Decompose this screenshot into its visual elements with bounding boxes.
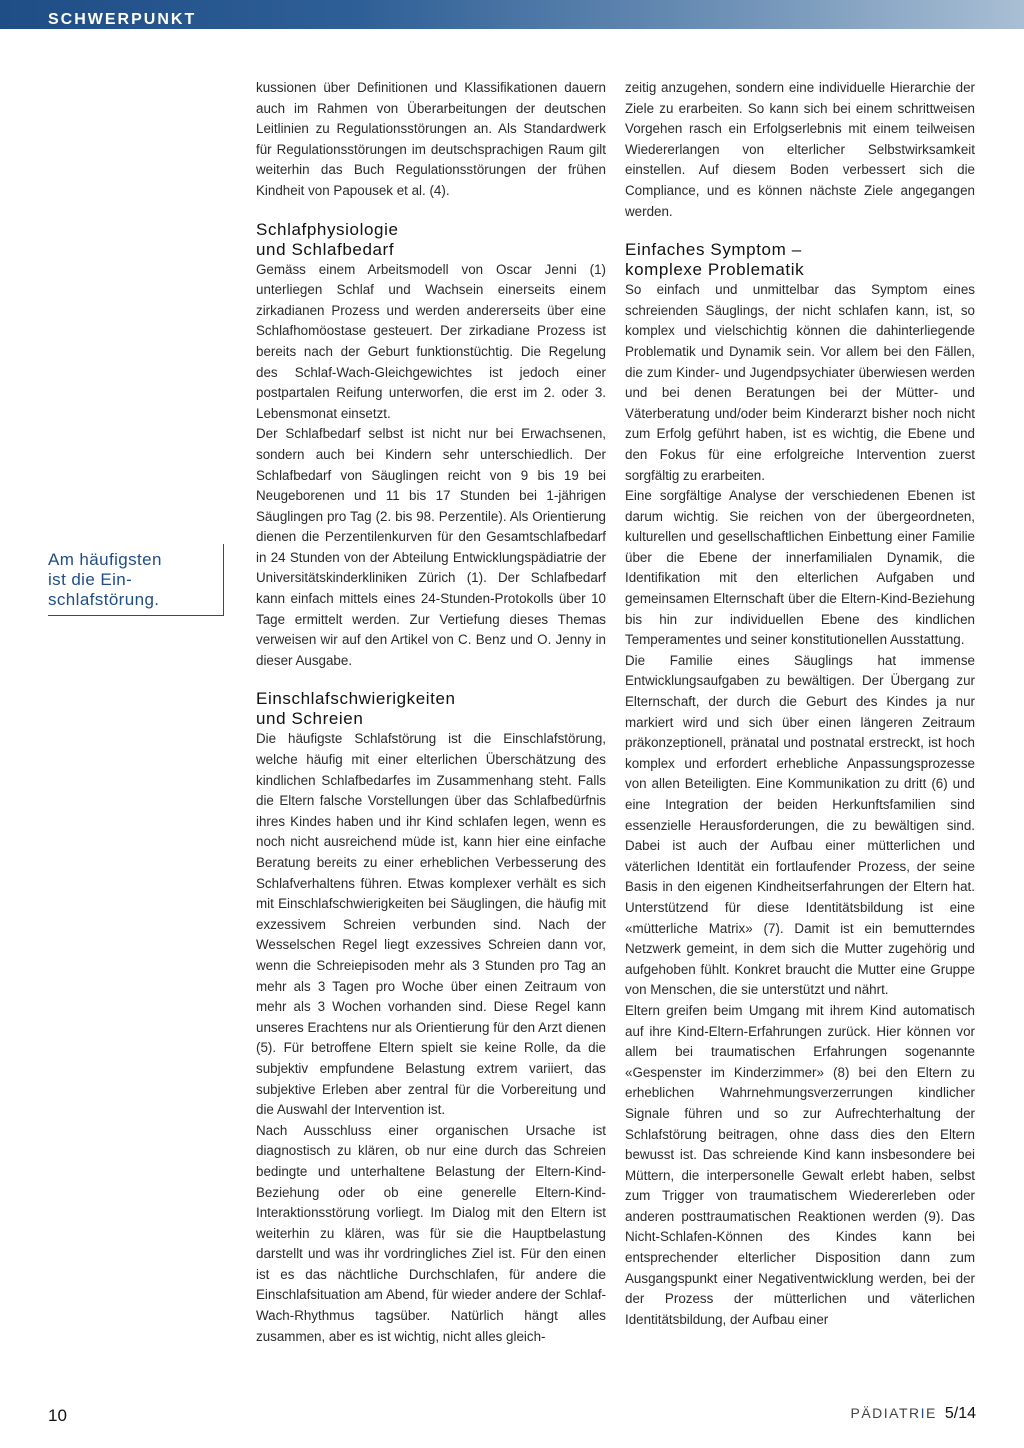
paragraph: zeitig anzugehen, sondern eine individuelle Hierarchie der Ziele zu erarbeiten. So kann sich bei einem schrittweisen Vorgehen rasch ein Erfolgserlebnis mit einem teilweisen Wiedererlangen von elterlicher Selbstwirksamkeit einstellen. Auf diesem Boden verbessert sich die Compliance, und es können nächste Ziele angegangen werden. (625, 80, 975, 219)
section-heading (256, 689, 606, 729)
pull-quote-line: Am häufigsten (48, 550, 162, 569)
paragraph: kussionen über Definitionen und Klassifikationen dauern auch im Rahmen von Überarbeitungen der deutschen Leitlinien zu Regulationsstörungen an. Als Standardwerk für Regulationsstörungen im deutschsprachigen Raum gilt weiterhin das Buch Regulationsstörungen der frühen Kindheit von Papousek et al. (4). (256, 80, 606, 198)
issue-number: 5/14 (944, 1405, 976, 1422)
paragraph: Gemäss einem Arbeitsmodell von Oscar Jenni (1) unterliegen Schlaf und Wachsein einerseits einem zirkadianen Prozess und werden andererseits über eine Schlafhomöostase gesteuert. Der zirkadiane Prozess ist bereits nach der Geburt funktionstüchtig. Die Regelung des Schlaf-Wach-Gleichgewichtes ist jedoch einer postpartalen Reifung unterworfen, die erst im 2. oder 3. Lebensmonat einsetzt. (256, 261, 606, 421)
journal-logo-part: E (926, 1405, 937, 1421)
paragraph: Die häufigste Schlafstörung ist die Einschlafstörung, welche häufig mit einer elterlichen Überschätzung des kindlichen Schlafbedarfes im Zusammenhang steht. Falls die Eltern falsche Vorstellungen über das Schlafbedürfnis ihres Kindes haben und ihr Kind schlafen legen, wenn es noch nicht ausreichend müde ist, kann hier eine einfache Beratung bereits zu einer erheblichen Verbesserung des Schlafverhaltens führen. Etwas komplexer verhält es sich mit Einschlafschwierigkeiten bei Säuglingen, die häufig mit exzessivem Schreien verbunden sind. Nach der Wesselschen Regel liegt exzessives Schreien dann vor, wenn die Schreiepisoden mehr als 3 Stunden pro Tag an mehr als 3 Tagen pro Woche über einen Zeitraum von mehr als 3 Wochen vorhanden sind. Diese Regel kann unseres Erachtens nur als Orientierung für den Arzt dienen (5). Für betroffene Eltern spielt sie keine Rolle, da die subjektiv empfundene Belastung extrem variiert, das subjektive Erleben aber zentral für die Vorbereitung und die Auswahl der Intervention ist. (256, 731, 606, 1118)
paragraph: Eltern greifen beim Umgang mit ihrem Kind automatisch auf ihre Kind-Eltern-Erfahrungen zurück. Hier können vor allem bei traumatischen Erfahrungen sogenannte «Gespenster im Kinderzimmer» (8) bei den Eltern zu erheblichen Wahrnehmungsverzerrungen kindlicher Signale führen und so zur Aufrechterhaltung der Schlafstörung beitragen, ohne dass dies den Eltern bewusst ist. Das schreiende Kind kann insbesondere bei Müttern, die interpersonelle Gewalt erlebt haben, selbst zum Trigger von traumatischem Wiedererleben oder anderen posttraumatischen Reaktionen werden (9). Das Nicht-Schlafen-Können des Kindes kann bei entsprechender elterlicher Disposition dann zum Ausgangspunkt einer Negativentwicklung werden, bei der der Prozess der mütterlichen und väterlichen Identitätsbildung, der Aufbau einer (625, 1002, 975, 1327)
paragraph: Der Schlafbedarf selbst ist nicht nur bei Erwachsenen, sondern auch bei Kindern sehr unterschiedlich. Der Schlafbedarf von Säuglingen reicht von 9 bis 19 bei Neugeborenen und 11 bis 17 Stunden bei 1-jährigen Säuglingen pro Tag (2. bis 98. Perzentile). Als Orientierung dienen die Perzentilenkurven für den Gesamtschlafbedarf in 24 Stunden von der Abteilung Entwicklungspädiatrie der Universitätskinderkliniken Zürich (1). Der Schlafbedarf kann einfach mittels eines 24-Stunden-Protokolls über 10 Tage ermittelt werden. Zur Vertiefung dieses Themas verweisen wir auf den Artikel von C. Benz und O. Jenny in dieser Ausgabe. (256, 426, 606, 668)
heading-line: und Schlafbedarf (256, 239, 395, 259)
header-band (0, 0, 1024, 29)
paragraph: Die Familie eines Säuglings hat immense Entwicklungsaufgaben zu bewältigen. Der Übergang zur Elternschaft, der durch die Geburt des Kindes ja nur markiert wird und sich über einen längeren Zeitraum präkonzeptionell, pränatal und postnatal erstreckt, ist hoch komplex und erfordert erhebliche Anpassungsprozesse von allen Beteiligten. Eine Kommunikation zu dritt (6) und eine Integration der beiden Herkunftsfamilien sind essenzielle Herausforderungen, die zu bewältigen sind. Dabei ist auch der Aufbau einer mütterlichen und väterlichen Identität ein fortlaufender Prozess, der seine Basis in den eigenen Kindheitserfahrungen der Eltern hat. Unterstützend für diese Identitätsbildung ist eine «mütterliche Matrix» (7). Damit ist ein bemutterndes Netzwerk gemeint, in dem sich die Mutter zugehörig und aufgehoben fühlt. Konkret braucht die Mutter eine Gruppe von Menschen, die sie unterstützt und nährt. (625, 652, 975, 998)
heading-line: und Schreien (256, 709, 364, 729)
text-column-right (625, 78, 975, 1330)
section-heading (256, 220, 606, 260)
heading-line: komplexe Problematik (625, 260, 805, 280)
journal-logo-part: PÄDIATR (850, 1405, 921, 1421)
pull-quote (48, 544, 224, 616)
heading-line: Einschlafschwierigkeiten (256, 689, 456, 709)
pull-quote-line: schlafstörung. (48, 590, 160, 609)
page-number: 10 (48, 1406, 67, 1425)
journal-logo-accent: I (920, 1405, 927, 1421)
heading-line: Einfaches Symptom – (625, 240, 802, 260)
paragraph: So einfach und unmittelbar das Symptom eines schreienden Säuglings, der nicht schlafen kann, ist, so komplex und vielschichtig können die dahinterliegende Problematik und Dynamik sein. Vor allem bei den Fällen, die zum Kinder- und Jugendpsychiater überwiesen werden und bei denen Beratungen bei der Mütter- und Väterberatung und/oder beim Kinderarzt bisher noch nicht zum Erfolg geführt haben, ist es wichtig, die Ebene und den Fokus für eine erfolgreiche Intervention zuerst sorgfältig zu erarbeiten. (625, 282, 975, 483)
heading-line: Schlafphysiologie (256, 219, 399, 239)
text-column-middle (256, 78, 606, 1347)
journal-logo (850, 1405, 936, 1421)
paragraph: Nach Ausschluss einer organischen Ursache ist diagnostisch zu klären, ob nur eine durch das Schreien bedingte und unterhaltene Belastung der Eltern-Kind-Beziehung oder ob eine generelle Eltern-Kind-Interaktionsstörung vorliegt. Im Dialog mit den Eltern ist weiterhin zu klären, was für sie die Hauptbelastung darstellt und was ihr vordringliches Ziel ist. Für den einen ist es das nächtliche Durchschlafen, für andere die Einschlafsituation am Abend, für wieder andere der Schlaf-Wach-Rhythmus tagsüber. Natürlich hängt alles zusammen, aber es ist wichtig, nicht alles gleich- (256, 1122, 606, 1344)
paragraph: Eine sorgfältige Analyse der verschiedenen Ebenen ist darum wichtig. Sie reichen von der übergeordneten, kulturellen und gesellschaftlichen Einbettung einer Familie über die Ebene der innerfamilialen Dynamik, die Identifikation mit den elterlichen Aufgaben und gemeinsamen Elternschaft über die Eltern-Kind-Beziehung bis hin zur individuellen Ebene des kindlichen Temperamentes und seiner konstitutionellen Ausstattung. (625, 488, 975, 648)
section-label: SCHWERPUNKT (48, 11, 197, 28)
section-heading (625, 240, 975, 280)
footer-brand (850, 1405, 976, 1423)
pull-quote-line: ist die Ein- (48, 570, 133, 589)
